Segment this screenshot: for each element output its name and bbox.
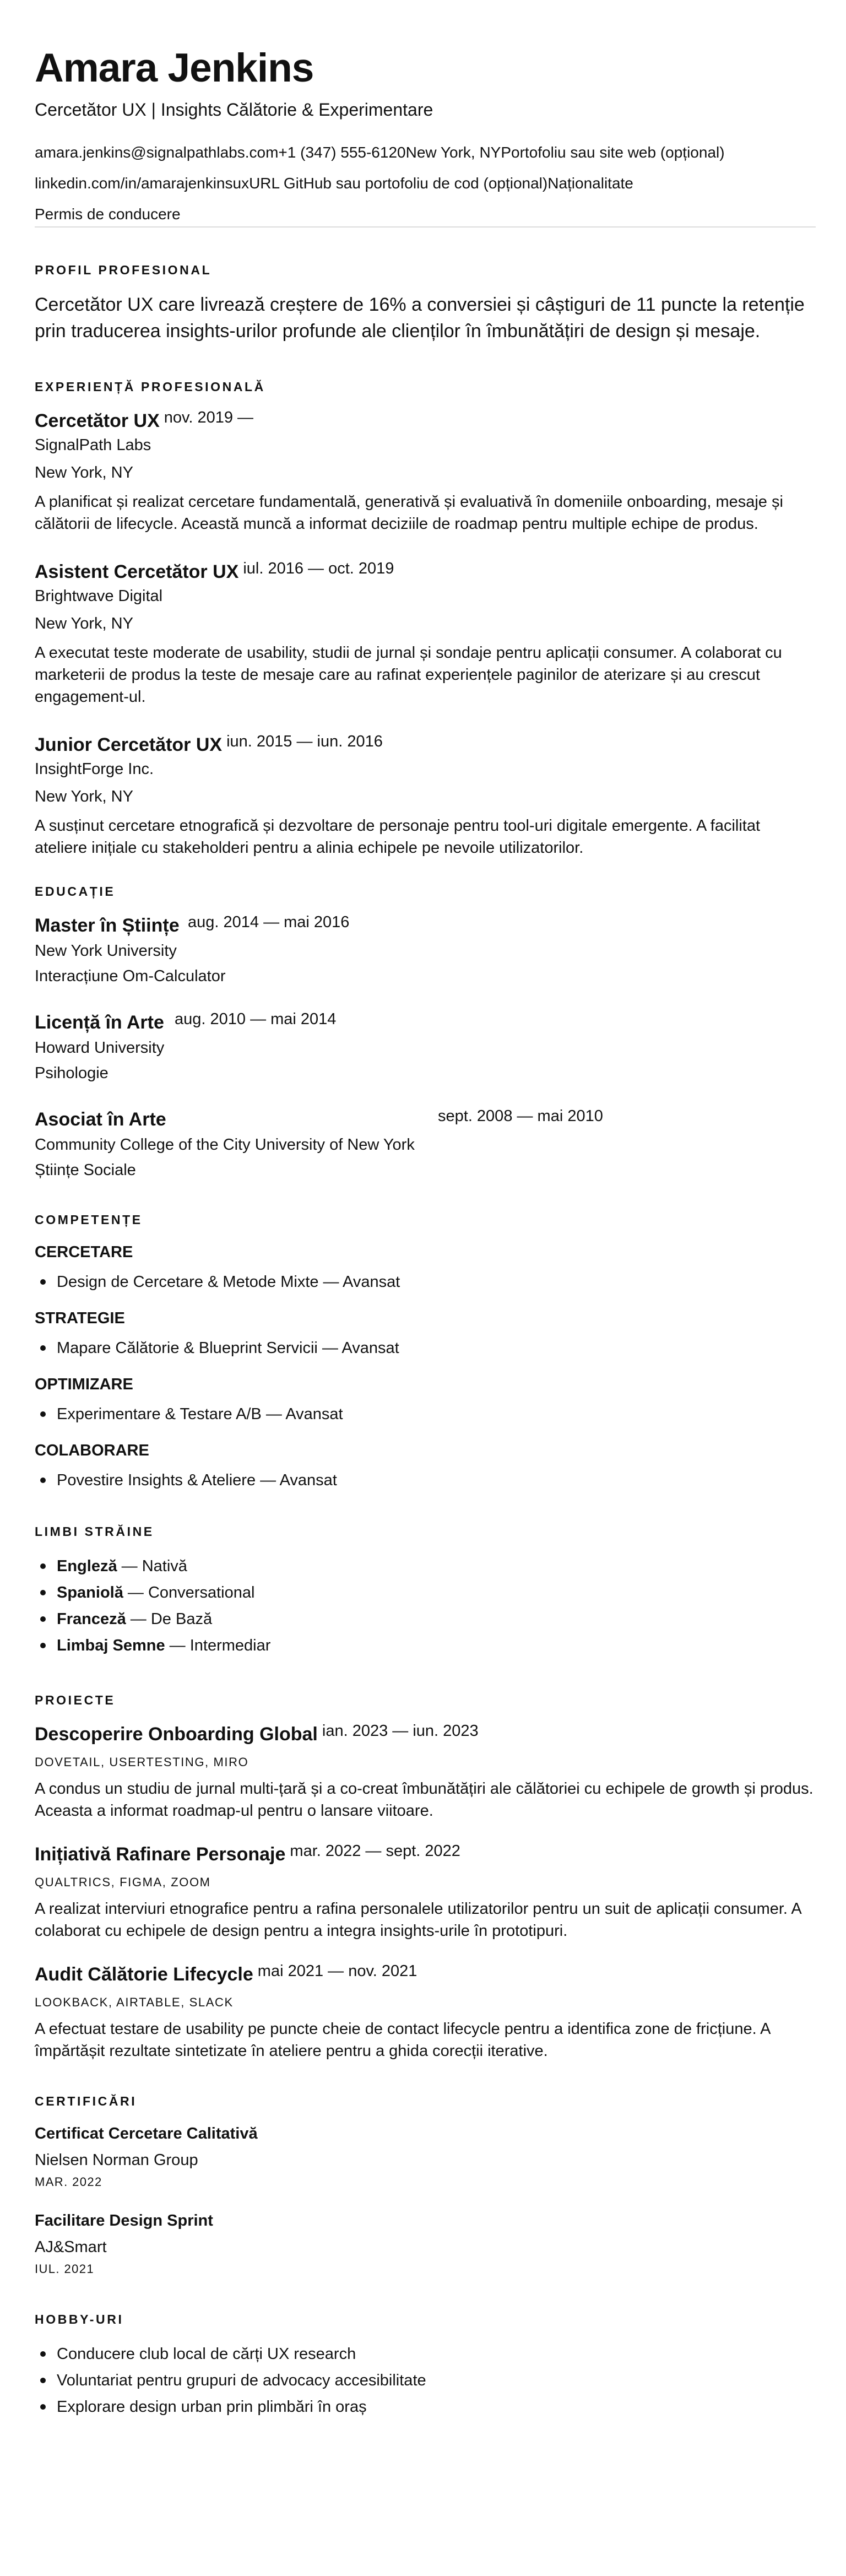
skill-item: Design de Cercetare & Metode Mixte — Avansat [35,1269,811,1295]
project-title: Descoperire Onboarding Global [35,1724,318,1745]
education-degree: Master în Științe [35,915,180,936]
skill-category: OPTIMIZARE [35,1376,133,1393]
contact-info [35,137,811,230]
project-tools: LOOKBACK, AIRTABLE, SLACK [35,1995,234,2009]
education-field: Științe Sociale [35,1161,136,1179]
section-title-hobbies: HOBBY-URI [35,2312,124,2326]
summary-text: Cercetător UX care livrează creștere de 16% a conversiei și câștiguri de 11 puncte la retenție prin traducerea insights-urilor profunde ale clienților în îmbunătățiri de design și mesaje. [35,294,805,342]
certification-issuer: Nielsen Norman Group [35,2151,198,2169]
job-description: A executat teste moderate de usability, studii de jurnal și sondaje pentru aplicații consumer. A colaborat cu marketerii de produs la teste de mesaje care au rafinat experiențele paginilor de aterizare și au crescut engagement-ul. [35,644,782,706]
language-level: — Conversational [123,1584,255,1601]
education-degree: Licență în Arte [35,1012,164,1033]
skill-list [35,1401,811,1427]
project-tools: DOVETAIL, USERTESTING, MIRO [35,1755,249,1769]
section-title-experience: EXPERIENȚĂ PROFESIONALĂ [35,380,265,394]
job-entry [35,559,811,708]
job-entry [35,408,811,535]
summary-section [35,262,811,344]
job-dates: nov. 2019 — [164,409,254,426]
certifications-section [35,2093,811,2278]
certification-entry [35,2210,811,2278]
certification-date: MAR. 2022 [35,2175,102,2189]
education-dates: aug. 2014 — mai 2016 [188,913,350,931]
project-description: A efectuat testare de usability pe puncte cheie de contact lifecycle pentru a identifica zone de fricțiune. A împărtășit rezultate sintetizate în ateliere pentru a ghida corecții iterative. [35,2020,770,2060]
skill-item: Mapare Călătorie & Blueprint Servicii — Avansat [35,1335,811,1361]
education-school: Community College of the City University of New York [35,1136,415,1154]
skill-category: CERCETARE [35,1243,133,1261]
job-company: InsightForge Inc. [35,760,154,778]
project-entry [35,1722,814,1822]
skill-category: COLABORARE [35,1442,149,1459]
resume-header [35,41,811,228]
job-dates: iul. 2016 — oct. 2019 [243,560,394,577]
education-field: Interacțiune Om-Calculator [35,967,226,985]
language-name: Engleză [57,1557,117,1575]
candidate-name: Amara Jenkins [35,46,314,90]
job-title: Asistent Cercetător UX [35,561,239,582]
language-item [35,1553,811,1579]
hobby-list [35,2341,811,2420]
job-title: Junior Cercetător UX [35,734,223,755]
job-location: New York, NY [35,788,133,805]
education-entry [35,1010,811,1086]
section-title-summary: PROFIL PROFESIONAL [35,263,212,277]
languages-section [35,1523,811,1659]
language-name: Limbaj Semne [57,1637,165,1654]
language-item [35,1606,811,1632]
hobby-item: Conducere club local de cărți UX research [35,2341,811,2367]
section-title-certifications: CERTIFICĂRI [35,2094,137,2108]
skill-item: Povestire Insights & Ateliere — Avansat [35,1467,811,1493]
hobbies-section [35,2311,811,2420]
language-level: — Intermediar [165,1637,271,1654]
education-degree: Asociat în Arte [35,1109,166,1130]
skill-item: Experimentare & Testare A/B — Avansat [35,1401,811,1427]
skill-list [35,1335,811,1361]
language-name: Spaniolă [57,1584,123,1601]
job-company: Brightwave Digital [35,587,163,605]
skill-list [35,1467,811,1493]
education-entry [35,913,811,989]
job-location: New York, NY [35,464,133,481]
education-dates: aug. 2010 — mai 2014 [175,1010,337,1028]
certification-date: IUL. 2021 [35,2262,95,2276]
education-school: Howard University [35,1039,165,1057]
job-location: New York, NY [35,615,133,632]
section-title-projects: PROIECTE [35,1693,116,1707]
project-title: Inițiativă Rafinare Personaje [35,1844,286,1865]
skill-category: STRATEGIE [35,1309,125,1327]
hobby-item: Explorare design urban prin plimbări în oraș [35,2394,811,2420]
project-dates: ian. 2023 — iun. 2023 [322,1722,479,1740]
contact-line-2: linkedin.com/in/amarajenkinsuxURL GitHub sau portofoliu de cod (opțional)Naționalitate [35,175,633,192]
education-entry [35,1107,811,1183]
hobby-item: Voluntariat pentru grupuri de advocacy accesibilitate [35,2367,811,2394]
language-name: Franceză [57,1610,126,1628]
job-title: Cercetător UX [35,410,160,431]
contact-line-3: Permis de conducere [35,205,181,223]
project-tools: QUALTRICS, FIGMA, ZOOM [35,1875,211,1889]
project-entry [35,1962,811,2062]
language-level: — De Bază [126,1610,213,1628]
experience-section [35,378,811,859]
candidate-headline: Cercetător UX | Insights Călătorie & Experimentare [35,100,433,120]
skills-section [35,1211,811,1493]
language-level: — Nativă [117,1557,187,1575]
project-description: A realizat interviuri etnografice pentru a rafina personalele utilizatorilor pentru un suit de aplicații consumer. A colaborat cu echipele de design pentru a integra insights-urile în prototipuri. [35,1900,801,1940]
certification-entry [35,2123,811,2191]
certification-issuer: AJ&Smart [35,2238,107,2256]
section-title-skills: COMPETENȚE [35,1213,143,1227]
education-school: New York University [35,942,177,960]
job-dates: iun. 2015 — iun. 2016 [226,733,383,750]
project-entry [35,1842,811,1942]
section-title-languages: LIMBI STRĂINE [35,1524,154,1539]
job-description: A susținut cercetare etnografică și dezvoltare de personaje pentru tool-uri digitale emergente. A facilitat ateliere inițiale cu stakeholderi pentru a alinia echipele pe nevoile utilizatorilor. [35,817,761,857]
project-dates: mai 2021 — nov. 2021 [257,1962,417,1980]
job-company: SignalPath Labs [35,436,151,454]
projects-section [35,1692,814,2062]
education-dates: sept. 2008 — mai 2010 [438,1107,603,1125]
project-title: Audit Călătorie Lifecycle [35,1964,253,1985]
contact-line-1: amara.jenkins@signalpathlabs.com+1 (347) 555-6120New York, NYPortofoliu sau site web (opțional) [35,144,725,161]
job-entry [35,732,811,859]
certification-name: Facilitare Design Sprint [35,2212,213,2229]
project-description: A condus un studiu de jurnal multi-țară și a co-creat îmbunătățiri ale călătoriei cu echipele de growth și produs. Aceasta a informat roadmap-ul pentru o lansare viitoare. [35,1780,814,1820]
job-description: A planificat și realizat cercetare fundamentală, generativă și evaluativă în domeniile onboarding, mesaje și călătorii de lifecycle. Această muncă a informat deciziile de roadmap pentru multiple echipe de produs. [35,493,783,533]
skill-list [35,1269,811,1295]
project-dates: mar. 2022 — sept. 2022 [290,1842,460,1860]
language-list [35,1553,811,1659]
education-field: Psihologie [35,1064,109,1082]
certification-name: Certificat Cercetare Calitativă [35,2125,258,2142]
language-item [35,1632,811,1659]
section-title-education: EDUCAȚIE [35,884,116,899]
language-item [35,1579,811,1606]
education-section [35,883,811,1183]
